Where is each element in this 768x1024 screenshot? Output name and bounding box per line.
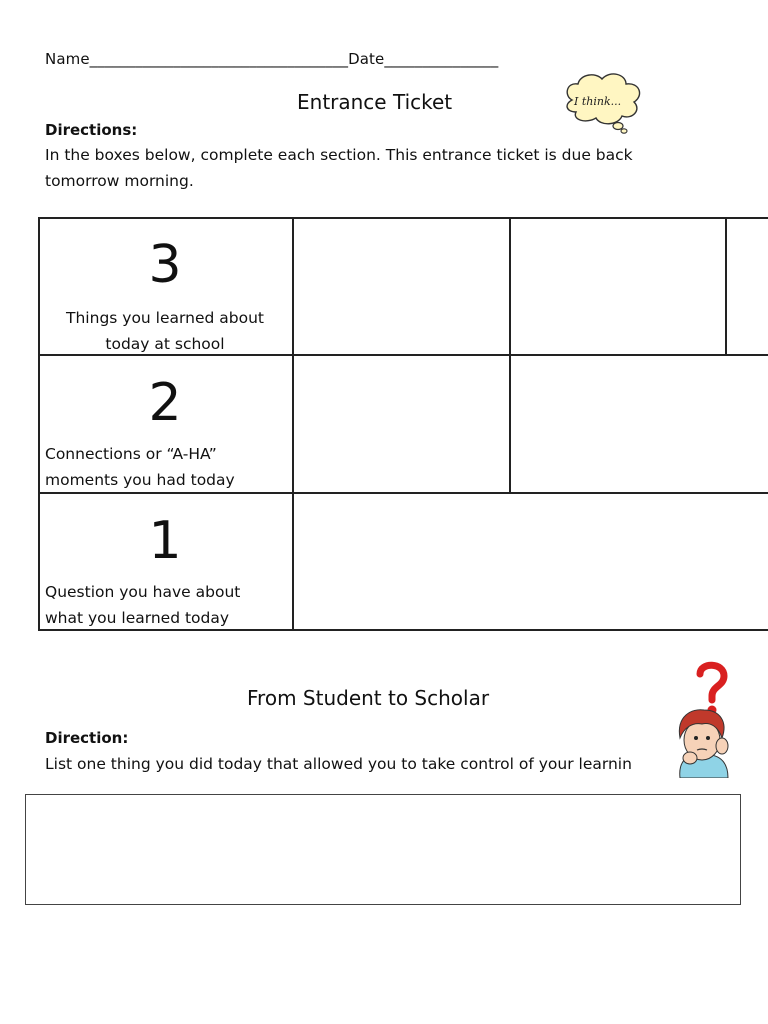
thought-bubble-icon (560, 70, 646, 134)
directions-line-1: In the boxes below, complete each section. This entrance ticket is due back (45, 146, 633, 164)
row-description (38, 305, 292, 357)
row-description-line: today at school (105, 335, 225, 353)
name-field[interactable]: __________________________________ (89, 50, 349, 68)
row-number: 1 (148, 511, 182, 571)
row-description-line: Things you learned about (66, 309, 264, 327)
directions-text (45, 142, 633, 194)
section-title: From Student to Scholar (247, 686, 490, 710)
name-date-line (45, 50, 498, 68)
row-description-line: what you learned today (45, 609, 230, 627)
date-field[interactable]: _______________ (384, 50, 499, 68)
row-number: 3 (148, 235, 182, 295)
row-number: 2 (148, 373, 182, 433)
scholar-answer-box[interactable] (25, 794, 741, 905)
row-description (45, 441, 235, 493)
name-label: Name (45, 50, 90, 68)
page-title: Entrance Ticket (297, 90, 453, 114)
directions-line-2: tomorrow morning. (45, 172, 194, 190)
row-description (45, 579, 240, 631)
answer-cell[interactable] (511, 219, 724, 353)
row-description-line: Question you have about (45, 583, 241, 601)
answer-cell[interactable] (294, 219, 508, 353)
row-description-line: Connections or “A-HA” (45, 445, 217, 463)
answer-cell[interactable] (511, 356, 767, 491)
row-description-line: moments you had today (45, 471, 235, 489)
thinking-student-icon (666, 660, 744, 778)
direction-label: Direction: (45, 729, 129, 747)
answer-cell[interactable] (727, 219, 767, 353)
direction-text: List one thing you did today that allowed you to take control of your learnin (45, 755, 632, 773)
bubble-text: I think... (574, 95, 622, 108)
ticket-table (38, 217, 768, 630)
directions-label: Directions: (45, 121, 138, 139)
date-label: Date (348, 50, 385, 68)
answer-cell[interactable] (294, 356, 508, 491)
answer-cell[interactable] (294, 494, 767, 628)
